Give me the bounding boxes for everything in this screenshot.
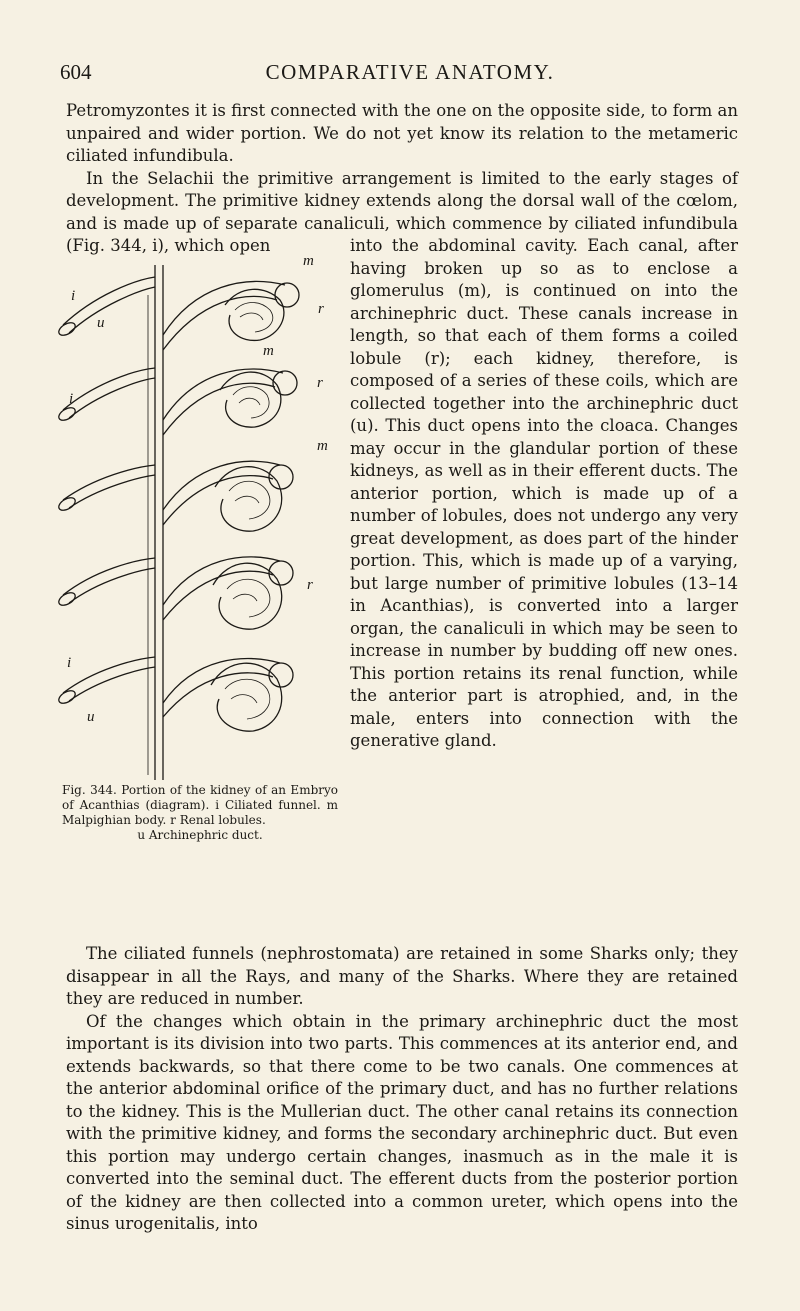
paragraph: The ciliated funnels (nephrostomata) are retained in some Sharks only; they disappear in all the Rays, and many of the Sharks. Where they are retained they are reduced in number. [66,944,738,1008]
paragraph: Petromyzontes it is first connected with the one on the opposite side, to form an unpaired and wider portion. We do not yet know its relation to the metameric ciliated infundibula. [66,101,738,165]
lobule-unit [57,277,299,350]
lobule-unit [57,368,297,435]
label-r: r [318,301,324,317]
label-m: m [317,438,328,454]
bottom-text-block [66,943,738,1236]
lobule-unit [57,557,293,629]
figure-caption [62,783,338,843]
lobule-unit [57,461,293,531]
label-m: m [303,255,314,269]
paragraph: Of the changes which obtain in the primary archinephric duct the most important is its division into two parts. This commences at its anterior end, and extends backwards, so that there come to be two canals. One commences at the anterior abdominal orifice of the primary duct, and has no further relations to the kidney. This is the Mullerian duct. The other canal retains its connection with the primitive kidney, and forms the secondary archinephric duct. But even this portion may undergo certain changes, inasmuch as in the male it is converted into the seminal duct. The efferent ducts from the posterior portion of the kidney are then collected into a common ureter, which opens into the sinus urogenitalis, into [66,1011,738,1233]
label-i: i [71,288,76,304]
label-i: i [67,655,72,671]
kidney-figure [55,255,340,785]
label-m: m [263,343,274,359]
kidney-diagram [55,255,340,785]
top-text-block [66,100,738,258]
archinephric-duct [155,265,163,780]
caption-text-end: u Archinephric duct. [137,828,263,842]
label-r: r [317,375,323,391]
label-r: r [307,577,313,593]
paragraph: In the Selachii the primitive arrangement is limited to the early stages of development. The primitive kidney extends along the dorsal wall of the cœlom, and is made up of separate canaliculi, which commence by ciliated infundibula (Fig. 344, i), which open [66,168,738,255]
label-i: i [69,391,74,407]
running-title: COMPARATIVE ANATOMY. [265,60,555,84]
page-number: 604 [60,60,92,84]
label-u: u [87,709,95,725]
label-u: u [97,315,105,331]
caption-text: Fig. 344. Portion of the kidney of an Embryo of Acanthias (diagram). i Ciliated funnel. m Malpighian body. r Renal lobules. [62,783,338,827]
page-header [60,60,760,86]
paragraph: into the abdominal cavity. Each canal, after having broken up so as to enclose a glomerulus (m), is continued on into the archinephric duct. These canals increase in length, so that each of them forms a coiled lobule (r); each kidney, therefore, is composed of a series of these coils, which are collected together into the archinephric duct (u). This duct opens into the cloaca. Changes may occur in the glandular portion of these kidneys, as well as in their efferent ducts. The anterior portion, which is made up of a number of lobules, does not undergo any very great development, as does part of the hinder portion. This, which is made up of a varying, but large number of primitive lobules (13–14 in Acanthias), is converted into a larger organ, the canaliculi in which may be seen to increase in number by budding off new ones. This portion retains its renal function, while the anterior part is atrophied, and, in the male, enters into connection with the generative gland. [350,236,738,750]
right-text-column [350,235,738,753]
